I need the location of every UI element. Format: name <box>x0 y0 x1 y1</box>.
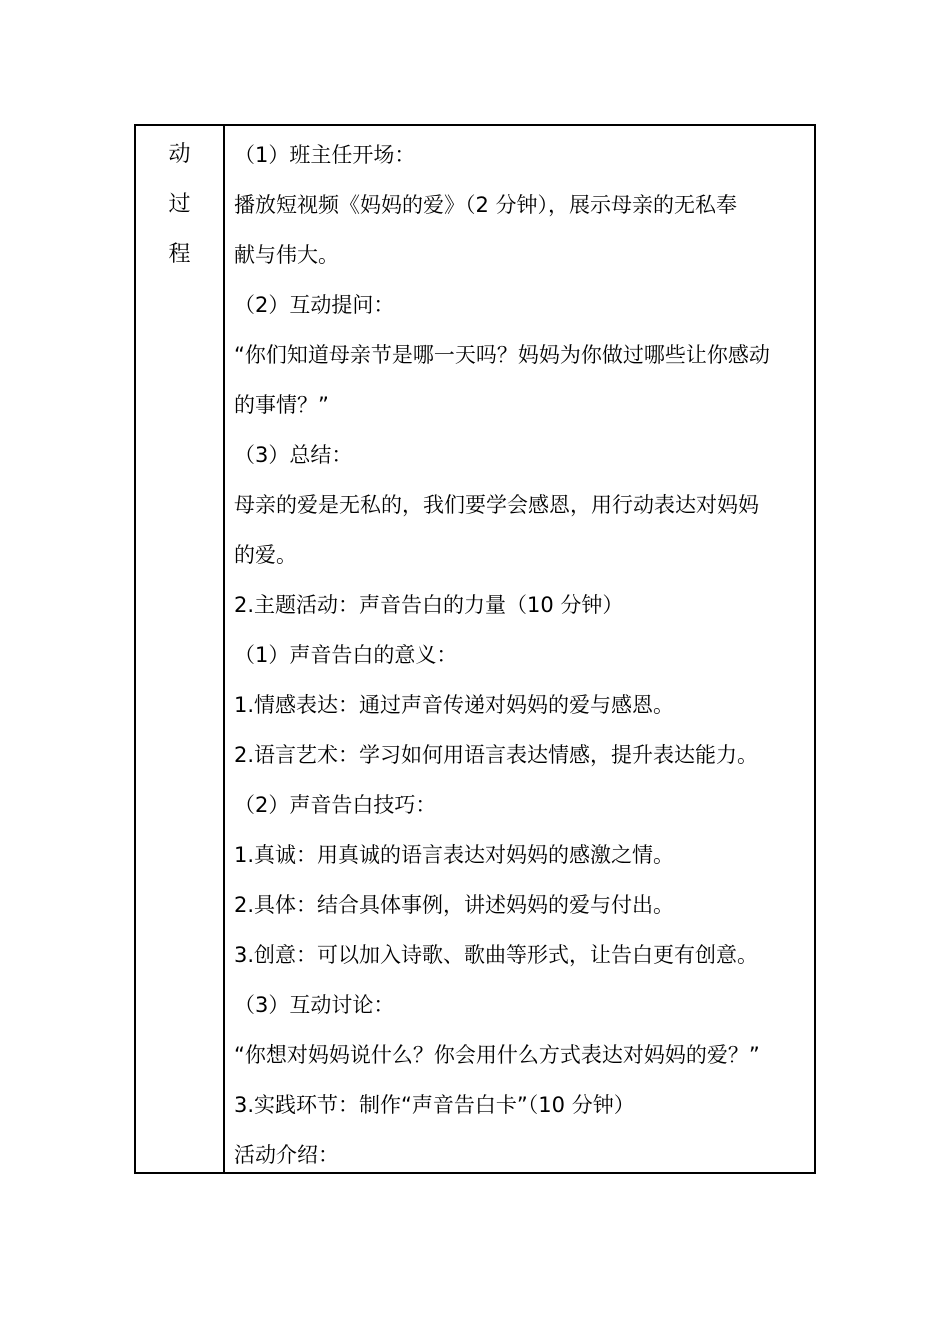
content-line: （3）总结： <box>234 443 353 467</box>
process-content-cell <box>225 126 814 1172</box>
content-line: 献与伟大。 <box>234 243 339 267</box>
content-line: 3.创意：可以加入诗歌、歌曲等形式，让告白更有创意。 <box>234 943 759 967</box>
section-label-char: 动 <box>168 142 191 167</box>
content-line: 1.情感表达：通过声音传递对妈妈的爱与感恩。 <box>234 693 675 717</box>
content-line: “你们知道母亲节是哪一天吗？妈妈为你做过哪些让你感动 <box>234 343 770 367</box>
content-line: 2.具体：结合具体事例，讲述妈妈的爱与付出。 <box>234 893 675 917</box>
section-label-cell <box>136 126 225 1172</box>
content-line: （1）班主任开场： <box>234 143 416 167</box>
content-line: 的事情？” <box>234 393 329 417</box>
content-line: 1.真诚：用真诚的语言表达对妈妈的感激之情。 <box>234 843 675 867</box>
content-line: “你想对妈妈说什么？你会用什么方式表达对妈妈的爱？” <box>234 1043 760 1067</box>
content-line: 2.主题活动：声音告白的力量（10 分钟） <box>234 593 624 617</box>
activity-process-table <box>134 124 816 1174</box>
content-line: 的爱。 <box>234 543 297 567</box>
section-label-char: 程 <box>168 242 191 267</box>
content-line: 活动介绍： <box>234 1143 339 1167</box>
content-line: 2.语言艺术：学习如何用语言表达情感，提升表达能力。 <box>234 743 759 767</box>
content-line: （1）声音告白的意义： <box>234 643 458 667</box>
content-line: （2）互动提问： <box>234 293 395 317</box>
content-line: （3）互动讨论： <box>234 993 395 1017</box>
content-line: 播放短视频《妈妈的爱》（2 分钟），展示母亲的无私奉 <box>234 193 738 217</box>
content-line: 3.实践环节：制作“声音告白卡”（10 分钟） <box>234 1093 635 1117</box>
content-line: 母亲的爱是无私的，我们要学会感恩，用行动表达对妈妈 <box>234 493 759 517</box>
section-label-char: 过 <box>168 192 191 217</box>
content-line: （2）声音告白技巧： <box>234 793 437 817</box>
